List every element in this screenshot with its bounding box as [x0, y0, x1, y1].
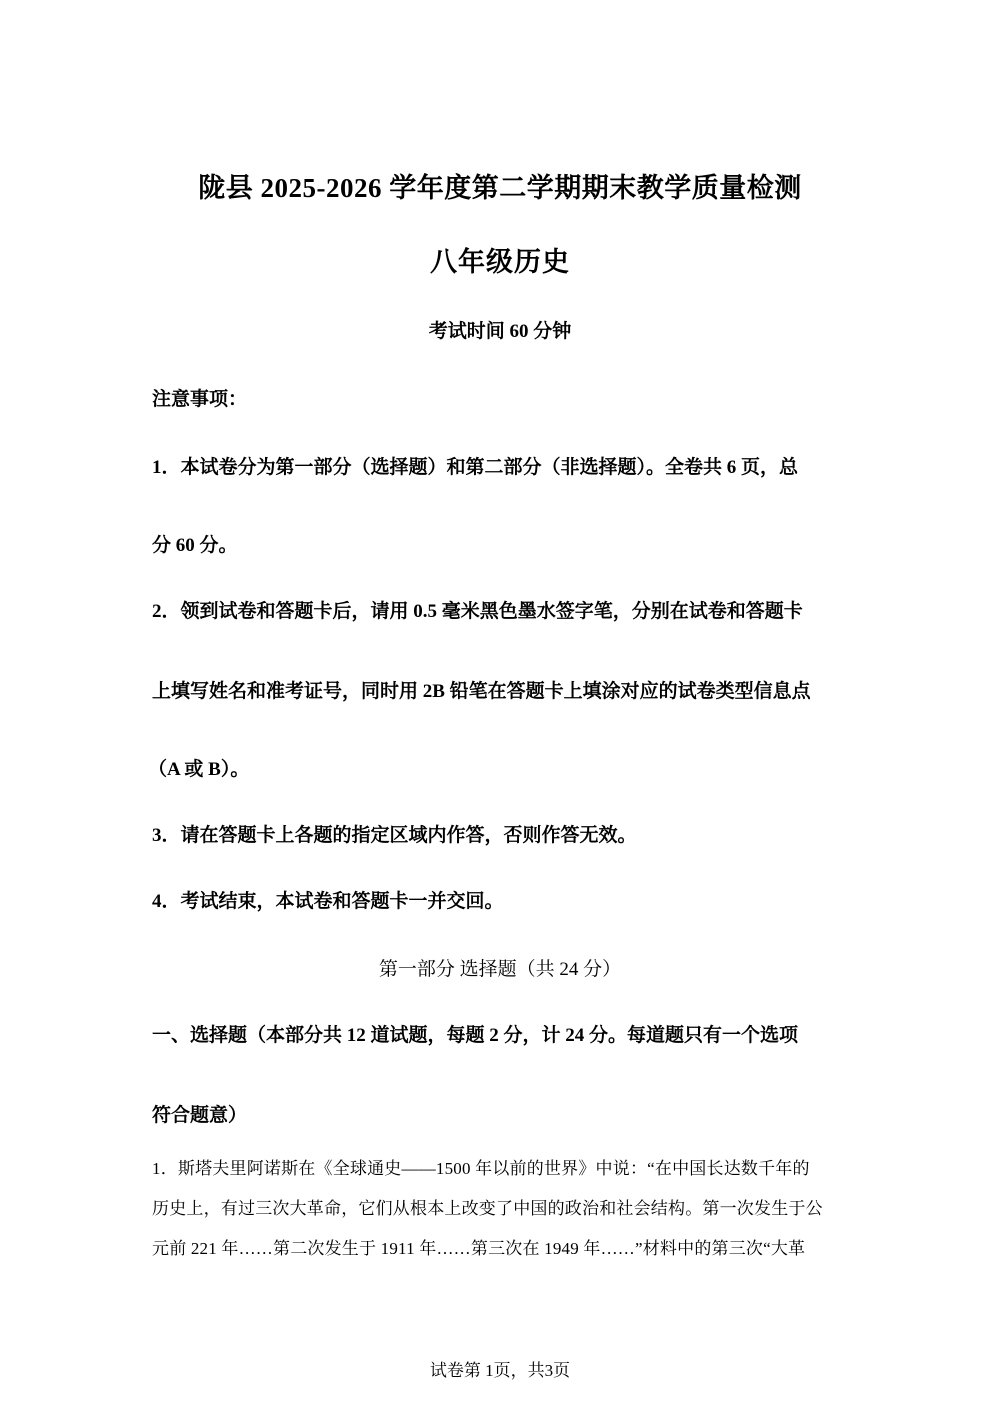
question-1-line: 元前 221 年……第二次发生于 1911 年……第三次在 1949 年……”材料中的第三次“大革: [152, 1239, 806, 1258]
note-line: （A 或 B）。: [148, 759, 250, 780]
note-line: 3．请在答题卡上各题的指定区域内作答，否则作答无效。: [152, 825, 637, 846]
note-line: 2．领到试卷和答题卡后，请用 0.5 毫米黑色墨水签字笔，分别在试卷和答题卡: [152, 601, 803, 622]
note-line: 分 60 分。: [152, 535, 238, 556]
question-1-line: 历史上，有过三次大革命，它们从根本上改变了中国的政治和社会结构。第一次发生于公: [152, 1199, 823, 1218]
exam-title: 陇县 2025-2026 学年度第二学期期末教学质量检测: [198, 173, 802, 203]
note-line: 上填写姓名和准考证号，同时用 2B 铅笔在答题卡上填涂对应的试卷类型信息点: [152, 681, 811, 702]
notes-heading: 注意事项：: [152, 389, 248, 410]
exam-time: 考试时间 60 分钟: [428, 321, 572, 342]
page-footer: 试卷第 1页，共3页: [429, 1361, 571, 1380]
exam-subtitle: 八年级历史: [430, 247, 570, 277]
note-line: 4．考试结束，本试卷和答题卡一并交回。: [152, 891, 504, 912]
note-line: 1．本试卷分为第一部分（选择题）和第二部分（非选择题）。全卷共 6 页，总: [152, 457, 799, 478]
choice-instruction-line: 一、选择题（本部分共 12 道试题，每题 2 分，计 24 分。每道题只有一个选项: [152, 1025, 799, 1046]
part-one-title: 第一部分 选择题（共 24 分）: [378, 959, 622, 980]
question-1-line: 1．斯塔夫里阿诺斯在《全球通史——1500 年以前的世界》中说：“在中国长达数千年的: [152, 1159, 810, 1178]
choice-instruction-line: 符合题意）: [152, 1105, 248, 1126]
